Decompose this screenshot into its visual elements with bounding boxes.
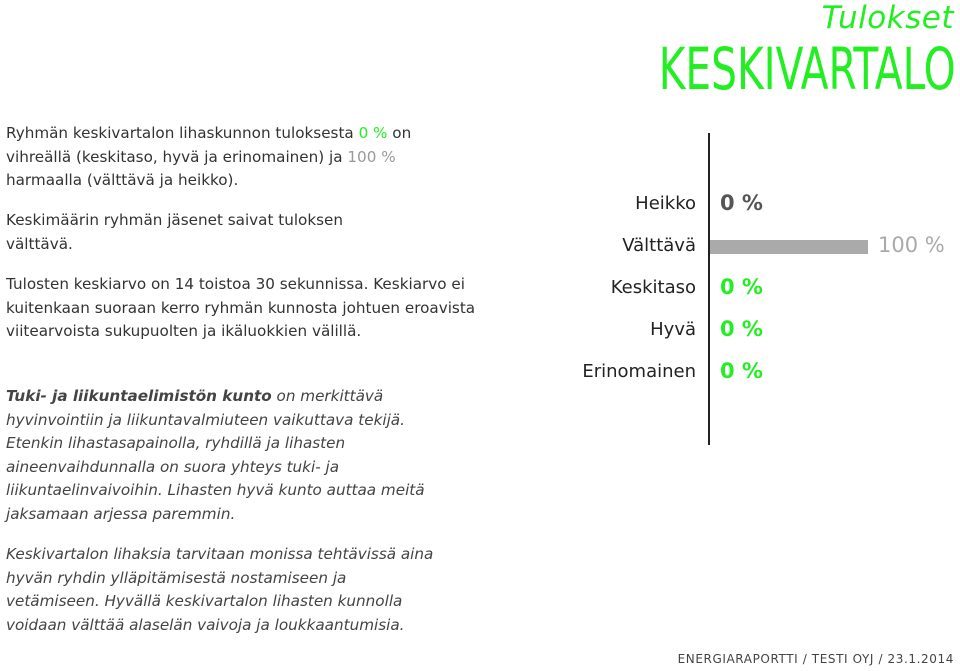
page-title: KESKIVARTALO: [659, 35, 956, 103]
intro-text: Ryhmän keskivartalon lihaskunnon tuloksesta: [6, 124, 359, 142]
chart-category-label: Heikko: [635, 193, 696, 214]
green-percentage: 0 %: [358, 124, 388, 142]
chart-category-label: Hyvä: [650, 319, 696, 340]
chart-category-label: Välttävä: [622, 235, 696, 256]
intro-paragraph-3: Tulosten keskiarvo on 14 toistoa 30 sekunnissa. Keskiarvo ei kuitenkaan suoraan kerro ryhmän kunnosta johtuen eroavista viitearvoista sukupuolten ja ikäluokkien välillä.: [6, 275, 476, 341]
chart-value-label: 0 %: [720, 275, 763, 299]
intro-paragraph-1: [6, 122, 476, 193]
page-subtitle: Tulokset: [821, 0, 954, 36]
intro-text: on vihreällä (keskitaso, hyvä ja erinomainen) ja: [6, 124, 412, 166]
chart-category-label: Erinomainen: [582, 361, 696, 382]
intro-paragraph-2: Keskimäärin ryhmän jäsenet saivat tuloksen välttävä.: [6, 211, 344, 253]
chart-value-label: 0 %: [720, 317, 763, 341]
intro-paragraph-5: Keskivartalon lihaksia tarvitaan monissa tehtävissä aina hyvän ryhdin ylläpitämisestä nostamiseen ja vetämiseen. Hyvällä keskivartalon lihasten kunnolla voidaan välttää alaselän vaivoja ja loukkaantumisia.: [6, 545, 434, 634]
chart-bar: [710, 240, 868, 254]
intro-paragraph-4: [6, 385, 446, 527]
chart-category-label: Keskitaso: [610, 277, 696, 298]
chart-value-label: 100 %: [878, 233, 945, 257]
chart-value-label: 0 %: [720, 191, 763, 215]
chart-axis: [708, 133, 710, 445]
footer-text: ENERGIARAPORTTI / TESTI OYJ / 23.1.2014: [677, 652, 954, 666]
grey-percentage: 100 %: [347, 147, 396, 166]
intro-text: harmaalla (välttävä ja heikko).: [6, 171, 239, 190]
highlight-text: Tuki- ja liikuntaelimistön kunto: [6, 387, 272, 405]
intro-text: on merkittävä hyvinvointiin ja liikuntavalmiuteen vaikuttava tekijä. Etenkin lihastasapainolla, ryhdillä ja lihasten aineenvaihdunnalla on suora yhteys tuki- ja liikuntaelinvaivoihin. Lihasten hyvä kunto auttaa meitä jaksamaan arjessa paremmin.: [6, 387, 425, 523]
chart-value-label: 0 %: [720, 359, 763, 383]
